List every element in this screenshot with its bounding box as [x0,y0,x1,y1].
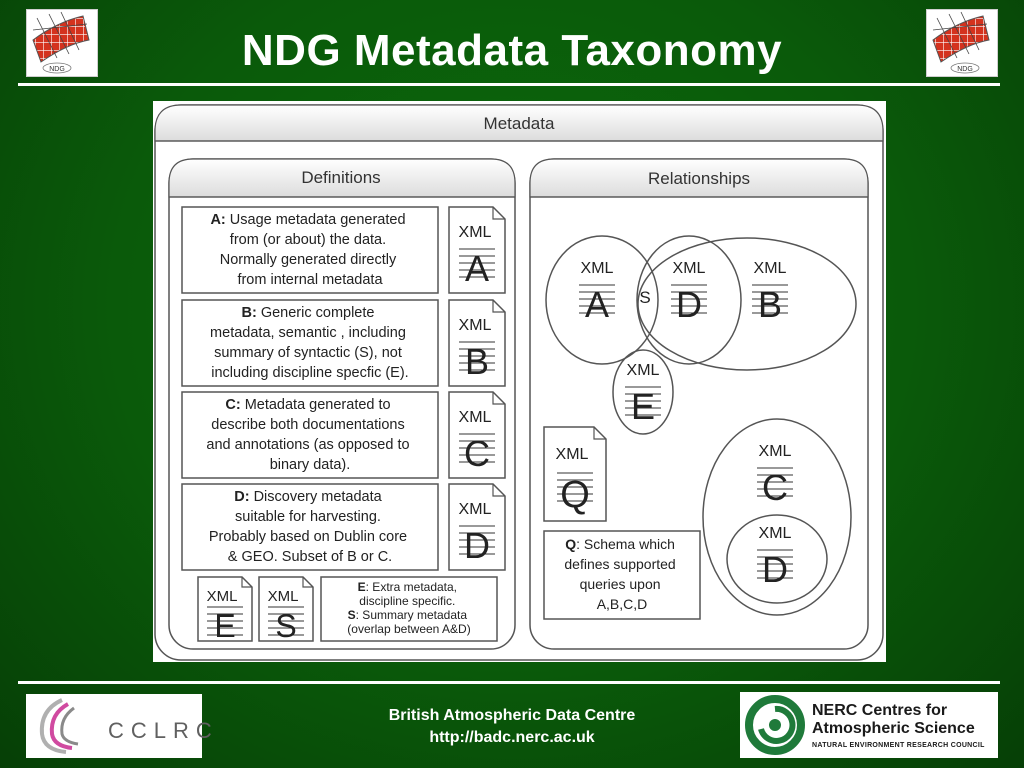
nerc-title-line1: NERC Centres for [812,702,948,719]
title-divider [18,83,1000,86]
definitions-title: Definitions [301,168,381,187]
summary-overlap-label: S [639,288,651,307]
definition-c-text: C: Metadata generated to describe both documentations and annotations (as opposed to binary data). [206,397,410,473]
svg-text:XML: XML [580,260,614,277]
svg-text:XML: XML [758,443,792,460]
svg-text:D: D [676,284,702,325]
svg-text:Q: Q [560,474,590,516]
svg-text:XML: XML [206,588,238,605]
xml-document-q-icon [544,427,606,521]
svg-text:A: A [464,248,490,289]
nerc-subtitle: NATURAL ENVIRONMENT RESEARCH COUNCIL [812,742,985,749]
relationships-title: Relationships [647,169,751,188]
nerc-spiral-icon [744,694,806,756]
svg-text:XML: XML [672,260,706,277]
cclrc-swoosh-icon [32,694,92,758]
svg-text:B: B [757,284,783,325]
nerc-logo [740,692,998,758]
svg-text:XML: XML [267,588,299,605]
schema-note-text: Q: Schema which defines supported queries upon A,B,C,D [564,536,676,612]
svg-text:XML: XML [458,224,492,241]
xml-document-c-icon [449,392,505,478]
svg-text:D: D [464,525,490,566]
footer-divider [18,681,1000,684]
definition-b-text: B: Generic complete metadata, semantic , including summary of syntactic (S), not including discipline specfic (E). [210,305,409,381]
definition-d-text: D: Discovery metadata suitable for harvesting. Probably based on Dublin core & GEO. Subset of B or C. [208,489,408,565]
svg-text:XML: XML [626,362,660,379]
xml-document-a-icon [449,207,505,293]
svg-text:XML: XML [555,446,589,463]
xml-document-b-icon [449,300,505,386]
xml-document-s-icon [259,577,313,644]
cclrc-logo [26,694,219,758]
metadata-taxonomy-diagram [153,101,886,662]
svg-text:XML: XML [458,317,492,334]
svg-text:XML: XML [758,525,792,542]
diagram-svg [153,101,886,662]
svg-text:S: S [275,608,297,644]
xml-document-e-icon [198,577,252,644]
footer-url[interactable]: http://badc.nerc.ac.uk [429,729,595,746]
svg-text:D: D [762,549,788,590]
definition-a-text: A: Usage metadata generated from (or about) the data. Normally generated directly from internal metadata [210,212,406,288]
ndg-logo-text-right: NDG [957,66,973,73]
nerc-title-line2: Atmospheric Science [812,720,975,737]
svg-text:B: B [464,341,490,382]
metadata-title: Metadata [483,114,555,133]
set-d-inner-label [757,525,793,590]
svg-text:XML: XML [753,260,787,277]
svg-text:XML: XML [458,409,492,426]
svg-text:C: C [762,467,788,508]
ndg-logo-text: NDG [49,66,65,73]
set-d-label [671,260,707,325]
slide-title: NDG Metadata Taxonomy [241,26,783,75]
xml-document-d-icon [449,484,505,570]
svg-text:E: E [630,386,656,427]
footer-organization: British Atmospheric Data Centre [388,707,636,724]
svg-text:E: E [214,608,236,644]
extra-summary-note-text: E: Extra metadata, discipline specific. S: Summary metadata (overlap between A&D) [347,580,471,636]
ndg-logo-left [26,9,98,77]
cclrc-text: CCLRC [108,718,219,743]
svg-text:A: A [584,284,610,325]
set-c-label [757,443,793,508]
footer-text [240,705,784,749]
svg-text:C: C [464,433,490,474]
svg-text:XML: XML [458,501,492,518]
ndg-logo-right [926,9,998,77]
